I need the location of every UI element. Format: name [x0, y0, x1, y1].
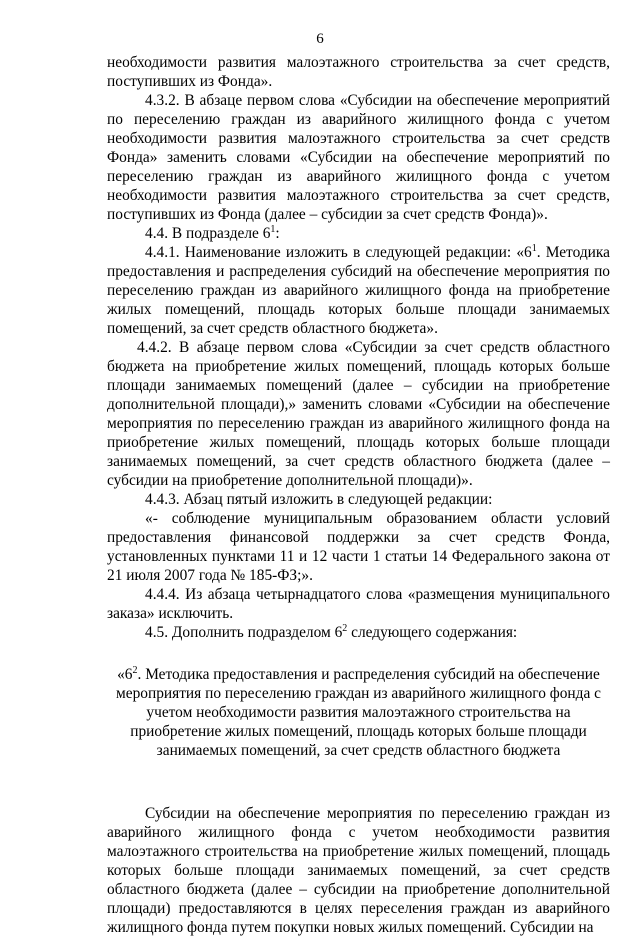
colon: : — [275, 225, 280, 242]
paragraph-4-4-1-start: 4.4.1. Наименование изложить в следующей редакции: «6 — [145, 244, 532, 261]
section-title-open: «6 — [117, 666, 133, 683]
paragraph-continuation: необходимости развития малоэтажного строительства за счет средств, поступивших из Фонда». — [107, 54, 610, 90]
page-number: 6 — [316, 31, 324, 47]
paragraph-4-3-2: 4.3.2. В абзаце первом слова «Субсидии на обеспечение мероприятий по переселению граждан из аварийного жилищного фонда с учетом необходимости развития малоэтажного строительства за счет средств Фонда» заменить словами «Субсидии на обеспечение мероприятий по переселению граждан из аварийного жилищного фонда с учетом необходимости развития малоэтажного строительства за счет средств, поступивших из Фонда (далее – субсидии за счет средств Фонда)». — [107, 92, 610, 223]
superscript-2: 2 — [132, 665, 138, 676]
paragraph-4-4 — [107, 224, 610, 243]
section-body-paragraph: Субсидии на обеспечение мероприятия по переселению граждан из аварийного жилищного фонда с учетом необходимости развития малоэтажного строительства на приобретение жилых помещений, площадь которых больше площади занимаемых помещений, за счет средств областного бюджета (далее – субсидии на приобретение дополнительной площади) предоставляются в целях переселения граждан из аварийного жилищного фонда путем покупки новых жилых помещений. Субсидии на — [107, 805, 610, 936]
section-title-text: . Методика предоставления и распределения субсидий на обеспечение мероприятия по переселению граждан из аварийного жилищного фонда с учетом необходимости развития малоэтажного строительства на приобретение жилых помещений, площадь которых больше площади занимаемых помещений, за счет средств областного бюджета — [116, 666, 601, 759]
paragraph-4-4-1-rest: . Методика предоставления и распределения субсидий на обеспечение мероприятия по переселению граждан из аварийного жилищного фонда на приобретение жилых помещений, площадь которых больше площади занимаемых помещений, за счет средств областного бюджета». — [107, 244, 610, 337]
paragraph-4-5 — [107, 623, 610, 642]
paragraph-4-4-text: 4.4. В подразделе 6 — [145, 225, 271, 242]
paragraph-4-4-4: 4.4.4. Из абзаца четырнадцатого слова «размещения муниципального заказа» исключить. — [107, 586, 610, 622]
paragraph-quote: «- соблюдение муниципальным образованием области условий предоставления финансовой поддержки за счет средств Фонда, установленных пунктами 11 и 12 части 1 статьи 14 Федерального закона от 21 июля 2007 года № 185-ФЗ;». — [107, 510, 610, 584]
paragraph-4-4-3: 4.4.3. Абзац пятый изложить в следующей редакции: — [145, 491, 493, 508]
document-body — [107, 53, 610, 937]
paragraph-4-4-2: 4.4.2. В абзаце первом слова «Субсидии за счет средств областного бюджета на приобретение жилых помещений, площадь которых больше площади занимаемых помещений (далее – субсидии на приобретение дополнительной площади),» заменить словами «Субсидии на обеспечение мероприятия по переселению граждан из аварийного жилищного фонда на приобретение жилых помещений, площадь которых больше площади занимаемых помещений, за счет средств областного бюджета (далее – субсидии на приобретение дополнительной площади)». — [107, 339, 610, 489]
section-title — [107, 665, 610, 760]
paragraph-4-5-start: 4.5. Дополнить подразделом 6 — [145, 624, 343, 641]
superscript-1: 1 — [531, 243, 537, 254]
superscript-2: 2 — [342, 623, 348, 634]
paragraph-4-4-1 — [107, 243, 610, 338]
superscript-1: 1 — [270, 224, 276, 235]
paragraph-4-5-end: следующего содержания: — [347, 624, 518, 641]
